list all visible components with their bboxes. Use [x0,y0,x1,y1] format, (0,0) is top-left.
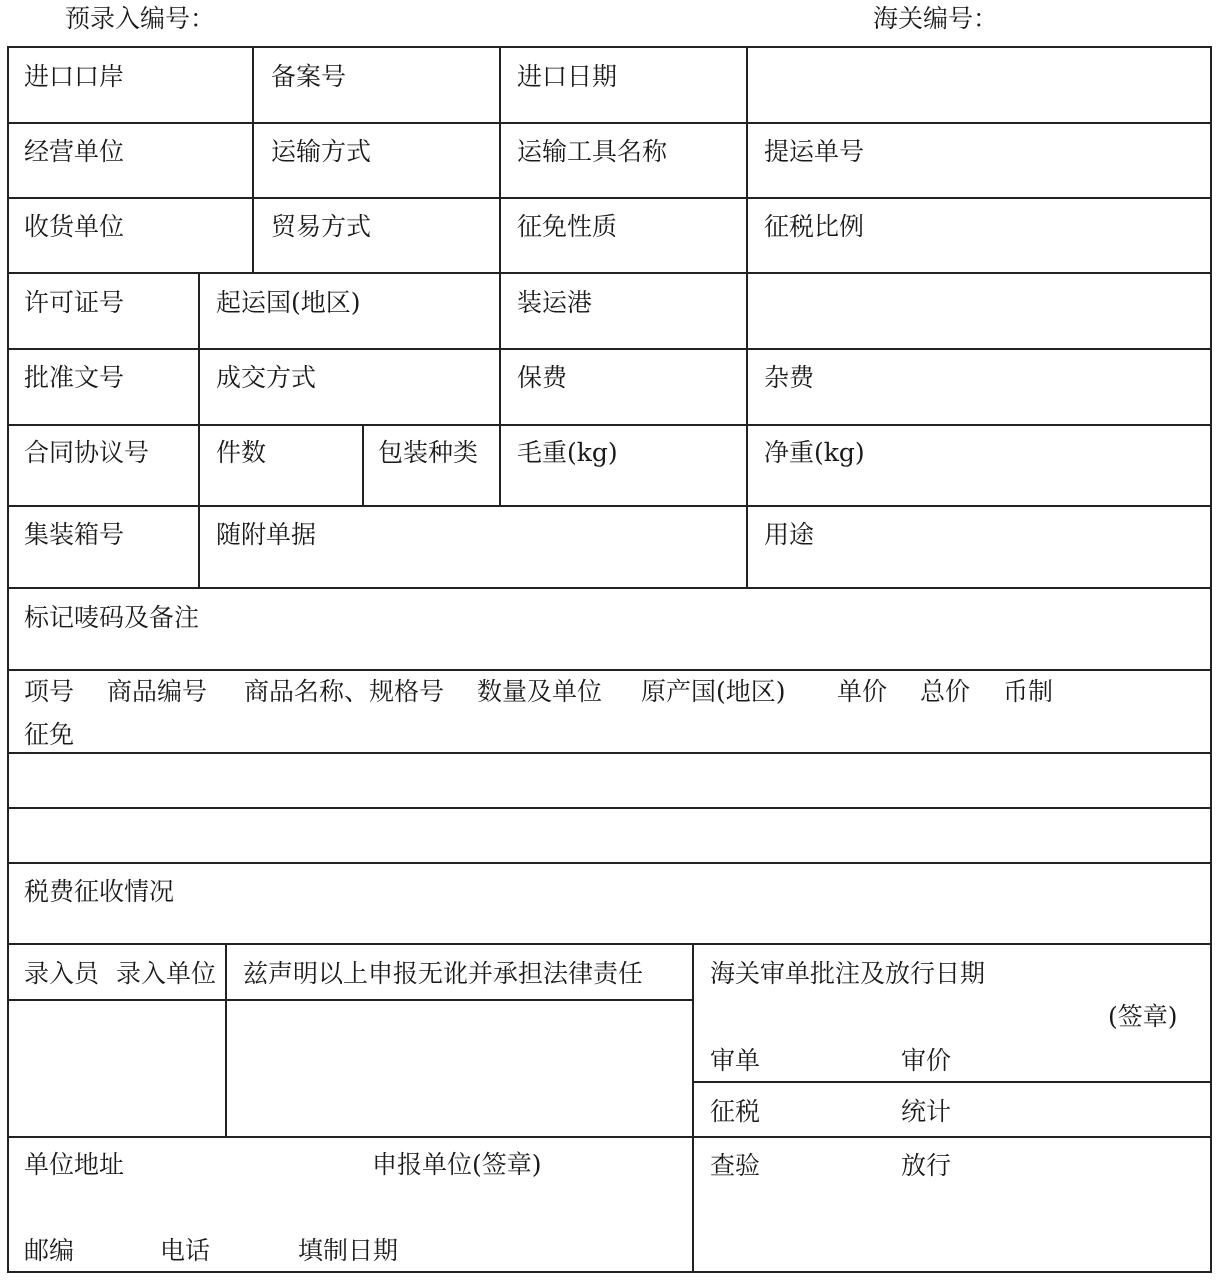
fill-date-label: 填制日期 [298,1236,399,1265]
column-divider [225,943,227,1137]
row-divider [7,943,1212,945]
row-divider [7,999,693,1001]
column-divider [252,46,254,273]
column-divider [499,46,501,506]
attached-documents-label: 随附单据 [216,520,317,549]
col-currency: 币制 [1003,677,1054,706]
entry-unit-label: 录入单位 [116,959,217,988]
column-divider [746,46,748,588]
levy-tax-label: 征税 [710,1097,761,1126]
row-divider [7,424,1212,426]
row-divider [7,807,1212,809]
container-number-label: 集装箱号 [24,520,125,549]
column-divider [692,943,694,1273]
declaration-statement: 兹声明以上申报无讹并承担法律责任 [243,959,644,988]
document-review-label: 审单 [710,1046,761,1075]
seal-label: (签章) [1108,1002,1178,1031]
row-divider [7,669,1212,671]
bill-of-lading-label: 提运单号 [764,137,865,166]
statistics-label: 统计 [901,1097,952,1126]
row-divider [7,752,1212,754]
import-date-label: 进口日期 [517,62,618,91]
col-total-price: 总价 [920,677,971,706]
origin-country-label: 起运国(地区) [216,288,361,317]
col-commodity-name: 商品名称、规格号 [244,677,445,706]
row-divider [693,1081,1212,1083]
customs-approval-label: 海关审单批注及放行日期 [710,959,986,988]
column-divider [198,272,200,588]
pieces-label: 件数 [216,438,267,467]
postcode-label: 邮编 [24,1236,75,1265]
col-commodity-code: 商品编号 [107,677,208,706]
loading-port-label: 装运港 [517,288,593,317]
col-item-no: 项号 [24,677,75,706]
col-unit-price: 单价 [837,677,888,706]
misc-fee-label: 杂费 [764,363,815,392]
levy-nature-label: 征免性质 [517,212,618,241]
operating-unit-label: 经营单位 [24,137,125,166]
price-review-label: 审价 [901,1046,952,1075]
approval-number-label: 批准文号 [24,363,125,392]
row-divider [7,197,1212,199]
tax-collection-label: 税费征收情况 [24,877,175,906]
entry-clerk-label: 录入员 [24,959,100,988]
record-number-label: 备案号 [271,62,347,91]
package-type-label: 包装种类 [378,438,479,467]
col-origin-country: 原产国(地区) [641,677,786,706]
vehicle-name-label: 运输工具名称 [517,137,668,166]
col-levy-exemption: 征免 [24,720,75,749]
contract-number-label: 合同协议号 [24,438,150,467]
net-weight-label: 净重(kg) [764,438,865,467]
col-quantity-unit: 数量及单位 [477,677,603,706]
usage-label: 用途 [764,520,815,549]
column-divider [362,424,364,506]
declaring-unit-seal-label: 申报单位(签章) [372,1150,542,1179]
row-divider [7,587,1212,589]
import-port-label: 进口口岸 [24,62,125,91]
tax-ratio-label: 征税比例 [764,212,865,241]
pre-entry-number-label: 预录入编号： [65,4,216,33]
row-divider [7,122,1212,124]
gross-weight-label: 毛重(kg) [517,438,618,467]
license-number-label: 许可证号 [24,288,125,317]
row-divider [7,348,1212,350]
row-divider [7,1136,1212,1138]
unit-address-label: 单位地址 [24,1150,125,1179]
marks-remarks-label: 标记唛码及备注 [24,603,200,632]
row-divider [7,862,1212,864]
phone-label: 电话 [160,1236,211,1265]
consignee-label: 收货单位 [24,212,125,241]
row-divider [7,505,1212,507]
customs-number-label: 海关编号： [873,4,999,33]
insurance-fee-label: 保费 [517,363,568,392]
trade-mode-label: 贸易方式 [271,212,372,241]
row-divider [7,272,1212,274]
inspection-label: 查验 [710,1151,761,1180]
release-label: 放行 [901,1151,952,1180]
deal-mode-label: 成交方式 [216,363,317,392]
transport-mode-label: 运输方式 [271,137,372,166]
